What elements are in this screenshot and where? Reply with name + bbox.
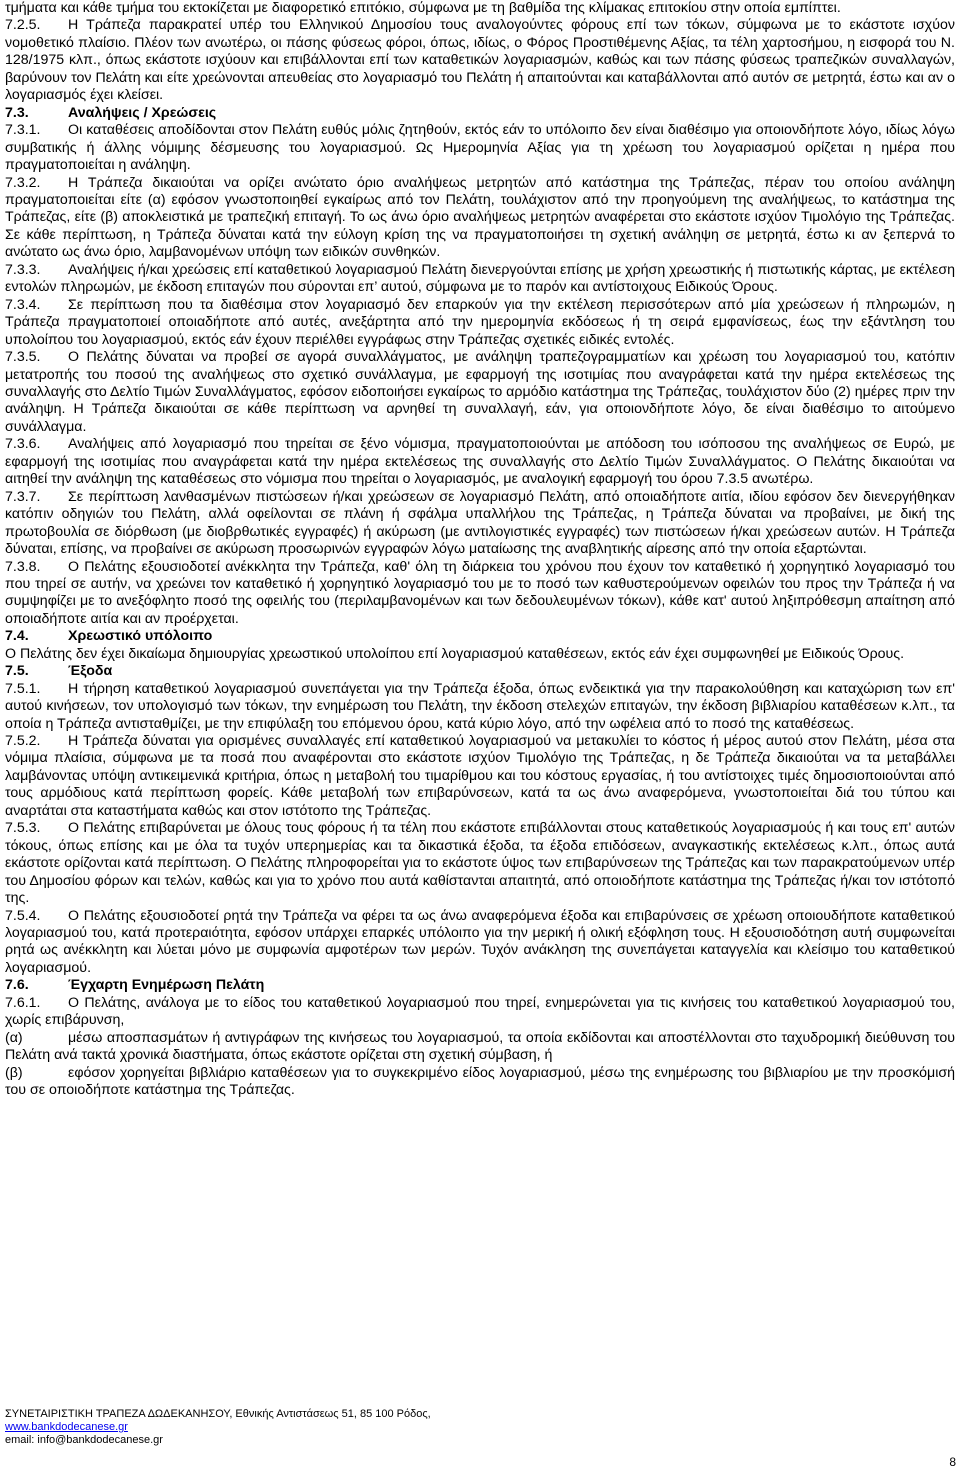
clause-number: 7.5.3. [5,820,41,837]
footer-email: email: info@bankdodecanese.gr [5,1434,163,1446]
page-number: 8 [949,1455,956,1469]
paragraph-7-5-1: 7.5.1. Η τήρηση καταθετικού λογαριασμού συνεπάγεται για την Τράπεζα έξοδα, όπως ενδεικτικά για την παρακολούθηση και καταχώριση των επ' αυτού κινήσεων, τον υπολογισμό των τόκων, την ενημέρωση του Πελάτη, την έκδοση στελεχών επιταγών, την έκδοση βιβλιαρίου καταθέσεων κ.λπ., τα οποία η Τράπεζα αντισταθμίζει, με την επιφύλαξη του επόμενου όρου, κατά κύριο λόγο, από την ωφέλεια από το ποσό της καταθέσεως. [5,680,955,732]
list-item-b: (β) εφόσον χορηγείται βιβλιάριο καταθέσεων για το συγκεκριμένο είδος λογαριασμού, μέσω της ενημέρωσης του βιβλιαρίου με την προσκόμισή του σε οποιοδήποτε κατάστημα της Τράπεζας. [5,1064,955,1099]
clause-number: 7.5.4. [5,907,41,924]
heading-7-6 [5,977,955,994]
heading-7-3 [5,105,955,122]
paragraph-7-2-5: 7.2.5. Η Τράπεζα παρακρατεί υπέρ του Ελληνικού Δημοσίου τους αναλογούντες φόρους επί των τόκων, σύμφωνα με το εκάστοτε ισχύον νομοθετικό πλαίσιο. Πλέον των ανωτέρω, οι πάσης φύσεως φόροι, όπως, ιδίως, ο Φόρος Προστιθέμενης Αξίας, τα τέλη χαρτοσήμου, η εισφορά του Ν. 128/1975 κλπ., όπως εκάστοτε ισχύουν και επιβάλλονται επί των καταθετικών λογαριασμών, καθώς και των πάσης φύσεως τραπεζικών συναλλαγών, βαρύνουν τον Πελάτη και είτε χρεώνονται απευθείας στο λογαριασμό του Πελάτη ή απαιτούνται και καταβάλλονται από αυτόν σε μετρητά, έστω και αν ο λογαριασμός έχει κλείσει. [5,17,955,104]
paragraph-7-3-2: 7.3.2. Η Τράπεζα δικαιούται να ορίζει ανώτατο όριο αναλήψεως μετρητών από κατάστημα της Τράπεζας, πέραν του οποίου ανάληψη πραγματοποιείται είτε (α) εφόσον γνωστοποιηθεί εγκαίρως από τον Πελάτη, τουλάχιστον από την προηγούμενη της αναλήψεως, το κατάστημα της Τράπεζας, είτε (β) αποκλειστικά με τραπεζική επιταγή. Το ως άνω όριο αναλήψεως μετρητών αναφέρεται στο εκάστοτε ισχύον Τιμολόγιο της Τράπεζας. Σε κάθε περίπτωση, η Τράπεζα δύναται κατά την εύλογη κρίση της να πραγματοποιήσει τη σχετική ανάληψη σε μετρητά, έστω κι αν ξεπερνά το ανώτατο ως άνω όριο, λαμβανομένων υπόψη των ειδικών συνθηκών. [5,174,955,261]
clause-number: 7.3.8. [5,558,41,575]
clause-number: 7.6.1. [5,994,41,1011]
section-number: 7.4. [5,628,29,645]
clause-number: 7.3.3. [5,261,41,278]
clause-number: 7.3.5. [5,349,41,366]
section-number: 7.3. [5,104,29,121]
section-heading: Έγχαρτη Ενημέρωση Πελάτη [68,977,265,994]
footer-website-link[interactable]: www.bankdodecanese.gr [5,1421,128,1433]
paragraph-7-3-7: 7.3.7. Σε περίπτωση λανθασμένων πιστώσεων ή/και χρεώσεων σε λογαριασμό Πελάτη, από οποιαδήποτε αιτία, ιδίου εφόσον δεν διενεργήθηκαν κατόπιν οδηγιών του Πελάτη, αλλά οφείλονται σε πλάνη ή σφάλμα υπαλλήλου της Τράπεζας, η Τράπεζα δύναται να προβαίνει, με δική της πρωτοβουλία σε διόρθωση (με διοβρθωτικές εγγραφές) ή ακύρωση (με αντιλογιστικές εγγραφές) των πιστώσεων ή/και χρεώσεων αυτών. Η Τράπεζα δύναται, επίσης, να προβαίνει σε ακύρωση προσωρινών εγγραφών λόγω ματαίωσης της αναβλητικής αίρεσης από την οποία εξαρτώνται. [5,488,955,558]
paragraph-7-5-4: 7.5.4. Ο Πελάτης εξουσιοδοτεί ρητά την Τράπεζα να φέρει τα ως άνω αναφερόμενα έξοδα και επιβαρύνσεις σε χρέωση οποιουδήποτε καταθετικού λογαριασμού του, κατά προτεραιότητα, εφόσον υπάρχει επαρκές υπόλοιπο για την μερική ή ολική εξόφληση τους. Η εξουσιοδότηση αυτή συμφωνείται ρητά ως ανέκκλητη και λύεται μόνο με συμφωνία αμφοτέρων των μερών. Τυχόν ανάκληση της συνεπάγεται καταγγελία και κλείσιμο του καταθετικού λογαριασμού. [5,907,955,976]
section-heading: Αναλήψεις / Χρεώσεις [68,104,217,121]
footer-address: ΣΥΝΕΤΑΙΡΙΣΤΙΚΗ ΤΡΑΠΕΖΑ ΔΩΔΕΚΑΝΗΣΟΥ, Εθνικής Αντιστάσεως 51, 85 100 Ρόδος, [5,1408,431,1420]
document-body [5,0,955,1100]
list-item-a: (α) μέσω αποσπασμάτων ή αντιγράφων της κινήσεως του λογαριασμού, τα οποία εκδίδονται και αποστέλλονται στο ταχυδρομική διεύθυνση του Πελάτη ανά τακτά χρονικά διαστήματα, όπως εκάστοτε ορίζεται στη σχετική σύμβαση, ή [5,1029,955,1064]
clause-number: 7.5.1. [5,680,41,697]
paragraph-7-5-3: 7.5.3. Ο Πελάτης επιβαρύνεται με όλους τους φόρους ή τα τέλη που εκάστοτε επιβάλλονται στους καταθετικούς λογαριασμούς ή και τους επ' αυτών τόκους, όπως επίσης και με όλα τα τυχόν υπερημερίας και τα δικαστικά έξοδα, τα έξοδα επιδόσεων, αναγκαστικής εκτελέσεως κ.λπ., όπως αυτά εκάστοτε ορίζονται κατά περίπτωση. Ο Πελάτης πληροφορείται για το εκάστοτε ύψος των επιβαρύνσεων της Τράπεζας και των παρακρατούμενων υπέρ του Δημοσίου φόρων και τελών, καθώς και για το χρόνο που αυτά καθίστανται απαιτητά, από οποιοδήποτε κατάστημα της Τράπεζας ή/και τον ιστότοπό της. [5,820,955,907]
page-footer [5,1408,605,1447]
section-heading: Έξοδα [68,663,113,680]
list-marker: (α) [5,1029,23,1046]
clause-number: 7.3.6. [5,436,41,453]
paragraph-7-6-1: 7.6.1. Ο Πελάτης, ανάλογα με το είδος του καταθετικού λογαριασμού που τηρεί, ενημερώνεται για τις κινήσεις του καταθετικού λογαριασμού του, χωρίς επιβάρυνση, [5,994,955,1029]
paragraph-7-3-8: 7.3.8. Ο Πελάτης εξουσιοδοτεί ανέκκλητα την Τράπεζα, καθ' όλη τη διάρκεια του χρόνου που έχουν τον καταθετικό ή χορηγητικό λογαριασμό του που τηρεί σε αυτήν, να χρεώνει τον καταθετικό ή χορηγητικό λογαριασμό του με το ποσό των καθυστερούμενων οφειλών του προς την Τράπεζα ή να συμψηφίζει με το ανεξόφλητο ποσό της οφειλής του (περιλαμβανομένων και των δεδουλευμένων τόκων), κάθε κατ' αυτού ληξιπρόθεσμη απαίτηση από οποιαδήποτε αιτία και αν προέρχεται. [5,558,955,627]
paragraph-7-3-6: 7.3.6. Αναλήψεις από λογαριασμό που τηρείται σε ξένο νόμισμα, πραγματοποιούνται με απόδοση του ισόποσου της αναλήψεως σε Ευρώ, με εφαρμογή της ισοτιμίας που αναγράφεται κατά την ημέρα εκτελέσεως της συναλλαγής στο Δελτίο Τιμών Συναλλάγματος. Ο Πελάτης δικαιούται να αιτηθεί την ανάληψη της καταθέσεως στο νόμισμα που τηρείται ο λογαριασμός, με αναλογική εφαρμογή του όρου 7.3.5 ανωτέρω. [5,436,955,488]
clause-number: 7.3.2. [5,174,41,191]
paragraph-continuation: τμήματα και κάθε τμήμα του εκτοκίζεται με διαφορετικό επιτόκιο, σύμφωνα με τη βαθμίδα της κλίμακας επιτοκίου στην οποία εμπίπτει. [5,0,841,16]
clause-number: 7.5.2. [5,733,41,750]
heading-7-4 [5,628,955,645]
paragraph-7-3-3: 7.3.3. Αναλήψεις ή/και χρεώσεις επί καταθετικού λογαριασμού Πελάτη διενεργούνται επίσης με χρήση χρεωστικής ή πιστωτικής κάρτας, με εκτέλεση εντολών πληρωμών, με έκδοση επιταγών που σύρονται επ’ αυτού, σύμφωνα με το παρόν και αντίστοιχους Ειδικούς Όρους. [5,261,955,296]
section-number: 7.5. [5,663,29,680]
clause-number: 7.3.7. [5,488,41,505]
section-heading: Χρεωστικό υπόλοιπο [68,628,213,645]
clause-number: 7.3.1. [5,122,41,139]
list-marker: (β) [5,1064,23,1081]
paragraph-7-4-body: Ο Πελάτης δεν έχει δικαίωμα δημιουργίας χρεωστικού υπολοίπου επί λογαριασμού καταθέσεων, εκτός εάν έχει συμφωνηθεί με Ειδικούς Όρους. [5,645,905,662]
section-number: 7.6. [5,977,29,994]
paragraph-7-5-2: 7.5.2. Η Τράπεζα δύναται για ορισμένες συναλλαγές επί καταθετικού λογαριασμού να μετακυλίει το κόστος ή μέρος αυτού στον Πελάτη, μέσα στα νόμιμα πλαίσια, σύμφωνα με τα ποσά που αναφέρονται στο εκάστοτε ισχύον Τιμολόγιο της Τράπεζας, η δε Τράπεζα δικαιούται να τα μεταβάλλει λαμβάνοντας υπόψη αντικειμενικά κριτήρια, όπως η μεταβολή του τιμαρίθμου και του κόστους εργασίας, ή του αντίστοιχες τιμές δημοσιοποιούνται από τους αρμόδιους κατά περίπτωση φορείς. Κάθε μεταβολή των επιβαρύνσεων, κατά τα ως άνω αναφερόμενα, γνωστοποιείται διά του τύπου και αναρτάται στα καταστήματα καθώς και στον ιστότοπο της Τράπεζας. [5,733,955,819]
clause-number: 7.3.4. [5,296,41,313]
paragraph-7-3-1: 7.3.1. Οι καταθέσεις αποδίδονται στον Πελάτη ευθύς μόλις ζητηθούν, εκτός εάν το υπόλοιπο δεν είναι διαθέσιμο για οποιονδήποτε λόγο, ιδίως λόγω συμβατικής ή άλλης νόμιμης δέσμευσης του λογαριασμού. Ως Ημερομηνία Αξίας για τη χρέωση του λογαριασμού ορίζεται η ημέρα που πραγματοποιείται η ανάληψη. [5,122,955,174]
paragraph-7-3-4: 7.3.4. Σε περίπτωση που τα διαθέσιμα στον λογαριασμό δεν επαρκούν για την εκτέλεση περισσότερων από μία χρεώσεων ή πληρωμών, η Τράπεζα πραγματοποιεί οποιαδήποτε από αυτές, ανεξάρτητα από την ημερομηνία εκδόσεως ή τη σειρά εμφανίσεως, έως την εξάντληση του υπολοίπου του λογαριασμού, εκτός εάν έχουν περιέλθει εγγράφως στην Τράπεζας σχετικές ειδικές εντολές. [5,296,955,348]
heading-7-5 [5,663,955,680]
clause-number: 7.2.5. [5,17,41,34]
paragraph-7-3-5: 7.3.5. Ο Πελάτης δύναται να προβεί σε αγορά συναλλάγματος, με ανάληψη τραπεζογραμματίων και χρέωση του λογαριασμού του, κατόπιν μετατροπής του ποσού της αναλήψεως στο σχετικό συνάλλαγμα, με εφαρμογή της ισοτιμίας που αναγράφεται κατά την ημέρα εκτελέσεως της συναλλαγής στο Δελτίο Τιμών Συναλλάγματος, εφόσον ειδοποιήσει εγκαίρως το αρμόδιο κατάστημα της Τράπεζας, τουλάχιστον δύο (2) ημέρες πριν την ανάληψη. Η Τράπεζα δικαιούται σε κάθε περίπτωση να αρνηθεί τη συναλλαγή, εάν, για οποιονδήποτε λόγο, δε είναι διαθέσιμο το αιτούμενο συνάλλαγμα. [5,349,955,435]
